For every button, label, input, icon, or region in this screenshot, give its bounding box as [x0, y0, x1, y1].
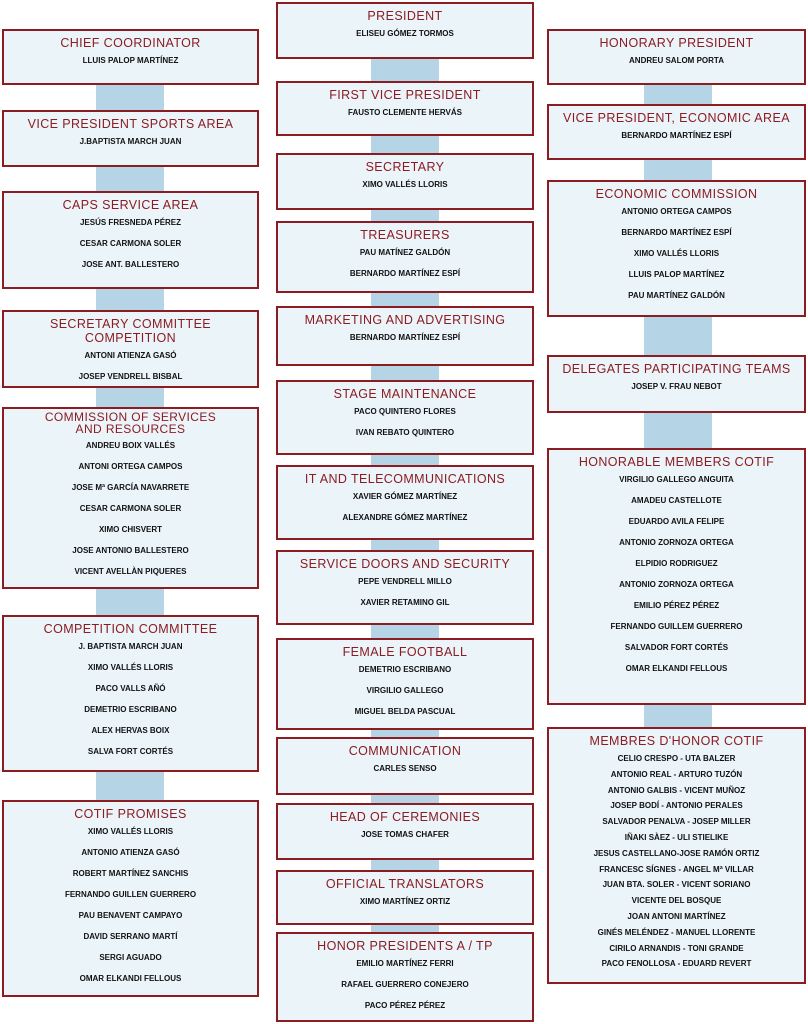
- member-name: OMAR ELKANDI FELLOUS: [625, 664, 728, 673]
- member-name: JUAN BTA. SOLER - VICENT SORIANO: [602, 880, 751, 890]
- member-name: XIMO MARTÍNEZ ORTIZ: [359, 897, 451, 906]
- member-name: ANTONIO GALBIS - VICENT MUÑOZ: [607, 785, 746, 795]
- member-name: ANTONIO ZORNOZA ORTEGA: [619, 538, 734, 547]
- box-head-of-ceremonies: [276, 803, 534, 860]
- member-name: ELISEU GÓMEZ TORMOS: [356, 29, 454, 38]
- member-name: PEPE VENDRELL MILLO: [358, 577, 452, 586]
- member-name: CARLES SENSO: [373, 764, 437, 773]
- box-title: COTIF PROMISES: [74, 807, 187, 821]
- box-treasurers: [276, 221, 534, 293]
- member-name: AMADEU CASTELLOTE: [631, 496, 722, 505]
- member-name: DAVID SERRANO MARTÍ: [83, 932, 178, 941]
- box-title: FEMALE FOOTBALL: [342, 645, 468, 659]
- box-commission-services-resources: [2, 407, 259, 589]
- box-caps-service-area: [2, 191, 259, 289]
- member-name: LLUIS PALOP MARTÍNEZ: [82, 56, 179, 65]
- member-name: JESUS CASTELLANO-JOSE RAMÓN ORTIZ: [593, 848, 760, 858]
- member-name: IÑAKI SÀEZ - ULI STIELIKE: [624, 832, 729, 842]
- box-title: DELEGATES PARTICIPATING TEAMS: [562, 362, 791, 376]
- box-membres-dhonor-cotif: [547, 727, 806, 984]
- member-name: BERNARDO MARTÍNEZ ESPÍ: [349, 333, 461, 342]
- member-name: PACO PÉREZ PÉREZ: [364, 1001, 446, 1010]
- member-name: PAU MARTÍNEZ GALDÓN: [628, 291, 725, 300]
- box-title: SERVICE DOORS AND SECURITY: [299, 557, 511, 571]
- box-title-line: AND RESOURCES: [75, 422, 186, 436]
- member-name: VIRGILIO GALLEGO ANGUITA: [619, 475, 734, 484]
- box-title: SECRETARY COMMITTEE COMPETITION: [49, 317, 212, 345]
- box-title: STAGE MAINTENANCE: [333, 387, 477, 401]
- box-title-line: COMMISSION OF SERVICES: [44, 410, 217, 424]
- box-president: [276, 2, 534, 59]
- box-honorary-president: [547, 29, 806, 85]
- member-name: SALVADOR FORT CORTÉS: [624, 643, 729, 652]
- member-name: SERGI AGUADO: [99, 953, 162, 962]
- box-service-doors-security: [276, 550, 534, 625]
- member-name: ANTONI ATIENZA GASÓ: [84, 351, 177, 360]
- box-honorable-members-cotif: [547, 448, 806, 705]
- member-name: OMAR ELKANDI FELLOUS: [79, 974, 182, 983]
- member-name: DEMETRIO ESCRIBANO: [358, 665, 452, 674]
- member-name: SALVA FORT CORTÉS: [87, 747, 174, 756]
- member-name: VICENT AVELLÀN PIQUERES: [74, 567, 187, 576]
- box-title: SECRETARY: [365, 160, 445, 174]
- box-communication: [276, 737, 534, 795]
- box-title: IT AND TELECOMMUNICATIONS: [304, 472, 506, 486]
- box-delegates-participating-teams: [547, 355, 806, 413]
- member-name: XIMO VALLÉS LLORIS: [87, 827, 174, 836]
- member-name: CIRILO ARNANDIS - TONI GRANDE: [609, 943, 744, 953]
- member-name: ELPIDIO RODRIGUEZ: [635, 559, 718, 568]
- member-name: ANTONIO ZORNOZA ORTEGA: [619, 580, 734, 589]
- member-name: SALVADOR PENALVA - JOSEP MILLER: [602, 817, 751, 827]
- member-name: XIMO VALLÉS LLORIS: [362, 180, 448, 189]
- member-name: ANTONI ORTEGA CAMPOS: [78, 462, 183, 471]
- member-name: XIMO VALLÉS LLORIS: [87, 663, 174, 672]
- member-name: JOSE ANTONIO BALLESTERO: [72, 546, 189, 555]
- box-title: VICE PRESIDENT, ECONOMIC AREA: [563, 111, 790, 125]
- box-competition-committee: [2, 615, 259, 772]
- box-economic-commission: [547, 180, 806, 317]
- member-name: GINÉS MELÉNDEZ - MANUEL LLORENTE: [597, 927, 756, 937]
- box-title: HONOR PRESIDENTS A / TP: [317, 939, 493, 953]
- member-name: JOSE ANT. BALLESTERO: [81, 260, 180, 269]
- member-name: JOSEP BODÍ - ANTONIO PERALES: [610, 801, 743, 811]
- box-marketing-advertising: [276, 306, 534, 366]
- member-name: BERNARDO MARTÍNEZ ESPÍ: [349, 269, 461, 278]
- box-stage-maintenance: [276, 380, 534, 455]
- member-name: ALEX HERVAS BOIX: [91, 726, 170, 735]
- member-name: IVAN REBATO QUINTERO: [355, 428, 455, 437]
- box-title: PRESIDENT: [367, 9, 443, 23]
- member-name: BERNARDO MARTÍNEZ ESPÍ: [621, 228, 732, 237]
- box-honor-presidents: [276, 932, 534, 1022]
- member-name: PACO FENOLLOSA - EDUARD REVERT: [601, 959, 752, 969]
- member-name: ANDREU SALOM PORTA: [629, 56, 724, 65]
- box-it-telecommunications: [276, 465, 534, 540]
- member-name: ANTONIO ATIENZA GASÓ: [81, 848, 180, 857]
- member-name: EDUARDO AVILA FELIPE: [628, 517, 725, 526]
- member-name: ANTONIO REAL - ARTURO TUZÓN: [610, 769, 743, 779]
- member-name: CESAR CARMONA SOLER: [79, 504, 182, 513]
- member-name: J.BAPTISTA MARCH JUAN: [79, 137, 182, 146]
- member-name: DEMETRIO ESCRIBANO: [84, 705, 177, 714]
- member-name: ANDREU BOIX VALLÉS: [85, 441, 176, 450]
- box-title: OFFICIAL TRANSLATORS: [325, 877, 485, 891]
- member-name: JOSEP VENDRELL BISBAL: [78, 372, 183, 381]
- member-name: FERNANDO GUILLEN GUERRERO: [64, 890, 197, 899]
- box-cotif-promises: [2, 800, 259, 997]
- member-name: PACO VALLS AÑÓ: [95, 684, 166, 693]
- box-title: MARKETING AND ADVERTISING: [304, 313, 506, 327]
- member-name: XIMO VALLÉS LLORIS: [633, 249, 720, 258]
- member-name: FERNANDO GUILLEM GUERRERO: [610, 622, 743, 631]
- box-vp-sports-area: [2, 110, 259, 167]
- box-title: HEAD OF CEREMONIES: [329, 810, 481, 824]
- member-name: ALEXANDRE GÓMEZ MARTÍNEZ: [342, 513, 468, 522]
- member-name: FRANCESC SÍGNES - ANGEL Mª VILLAR: [599, 864, 754, 874]
- member-name: EMILIO PÉREZ PÉREZ: [633, 601, 720, 610]
- box-title: MEMBRES D'HONOR COTIF: [589, 734, 764, 748]
- member-name: XAVIER GÓMEZ MARTÍNEZ: [352, 492, 458, 501]
- member-name: EMILIO MARTÍNEZ FERRI: [356, 959, 454, 968]
- member-name: JESÚS FRESNEDA PÉREZ: [79, 218, 182, 227]
- box-title: HONORABLE MEMBERS COTIF: [578, 455, 775, 469]
- member-name: JOSEP V. FRAU NEBOT: [631, 382, 722, 391]
- member-name: FAUSTO CLEMENTE HERVÁS: [348, 108, 462, 117]
- box-title: COMMUNICATION: [348, 744, 462, 758]
- member-name: PAU BENAVENT CAMPAYO: [78, 911, 183, 920]
- member-name: JOSE Mª GARCÍA NAVARRETE: [71, 483, 190, 492]
- box-title: [4, 411, 257, 435]
- member-name: CESAR CARMONA SOLER: [79, 239, 182, 248]
- box-first-vice-president: [276, 81, 534, 136]
- member-name: XAVIER RETAMINO GIL: [360, 598, 450, 607]
- box-title: TREASURERS: [360, 228, 450, 242]
- box-title: ECONOMIC COMMISSION: [595, 187, 758, 201]
- box-title: HONORARY PRESIDENT: [599, 36, 754, 50]
- box-secretary-committee-competition: [2, 310, 259, 388]
- member-name: LLUIS PALOP MARTÍNEZ: [628, 270, 725, 279]
- box-vp-economic-area: [547, 104, 806, 160]
- member-name: VICENTE DEL BOSQUE: [631, 896, 722, 906]
- member-name: RAFAEL GUERRERO CONEJERO: [341, 980, 469, 989]
- box-title: CAPS SERVICE AREA: [62, 198, 199, 212]
- member-name: VIRGILIO GALLEGO: [366, 686, 444, 695]
- box-title: VICE PRESIDENT SPORTS AREA: [27, 117, 234, 131]
- box-title: FIRST VICE PRESIDENT: [329, 88, 481, 102]
- box-chief-coordinator: [2, 29, 259, 85]
- box-secretary: [276, 153, 534, 210]
- member-name: CELIO CRESPO - UTA BALZER: [617, 754, 736, 763]
- member-name: MIGUEL BELDA PASCUAL: [354, 707, 456, 716]
- box-official-translators: [276, 870, 534, 925]
- box-female-football: [276, 638, 534, 730]
- member-name: ROBERT MARTÍNEZ SANCHIS: [72, 869, 189, 878]
- member-name: BERNARDO MARTÍNEZ ESPÍ: [621, 131, 732, 140]
- member-name: ANTONIO ORTEGA CAMPOS: [621, 207, 732, 216]
- member-name: JOSE TOMAS CHAFER: [361, 830, 449, 839]
- box-title: CHIEF COORDINATOR: [60, 36, 201, 50]
- member-name: JOAN ANTONI MARTÍNEZ: [627, 911, 726, 921]
- member-name: J. BAPTISTA MARCH JUAN: [78, 642, 183, 651]
- member-name: XIMO CHISVERT: [98, 525, 163, 534]
- member-name: PACO QUINTERO FLORES: [354, 407, 456, 416]
- box-title: COMPETITION COMMITTEE: [43, 622, 218, 636]
- member-name: PAU MATÍNEZ GALDÓN: [359, 248, 451, 257]
